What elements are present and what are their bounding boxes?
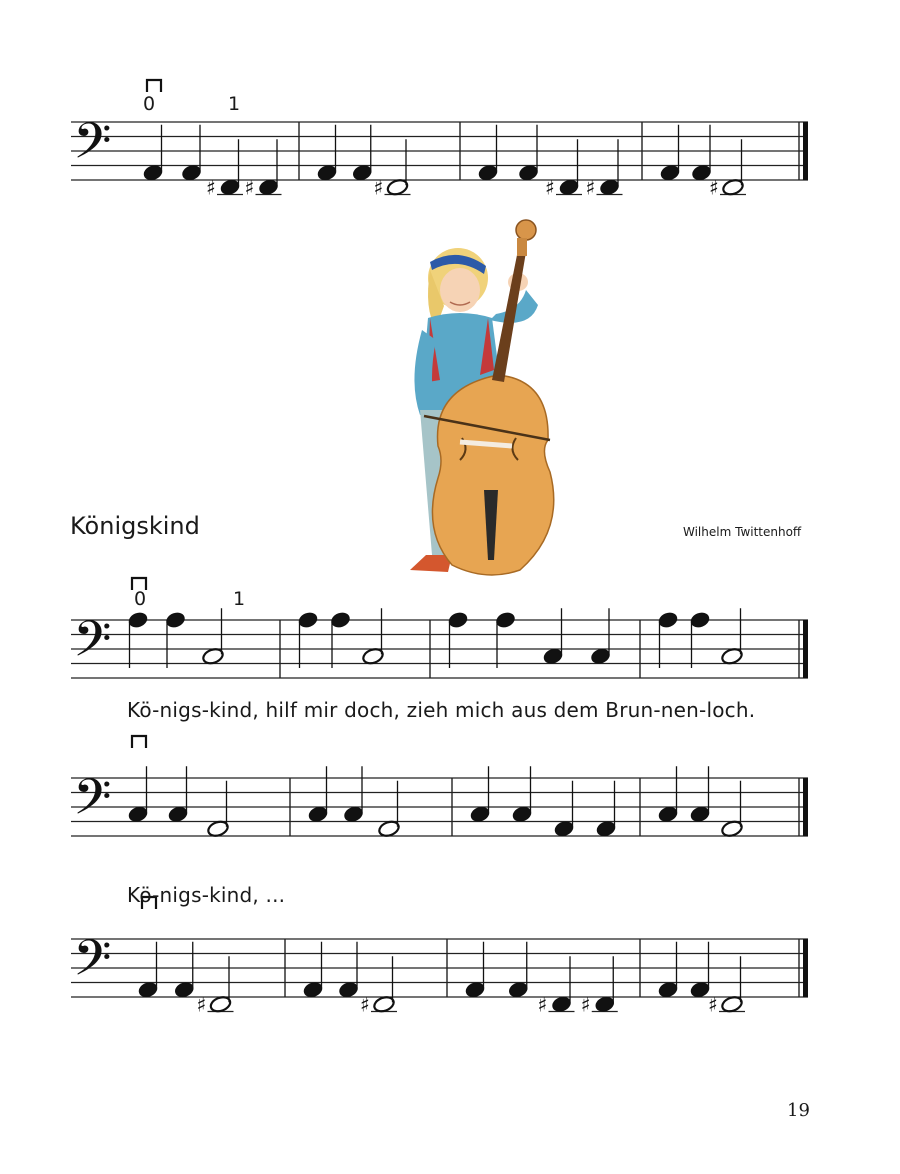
staff-3-quarter-note xyxy=(595,820,616,838)
staff-4-quarter-note xyxy=(464,981,485,999)
staff-4-quarter-note xyxy=(174,981,195,999)
double-bass-player-illustration xyxy=(400,210,570,590)
staff-2-quarter-note xyxy=(590,647,611,665)
staff-1-quarter-note xyxy=(659,164,680,182)
staff-2-quarter-note xyxy=(495,611,516,629)
staff-1-down-bow-icon xyxy=(147,80,161,92)
staff-1-quarter-note xyxy=(181,164,202,182)
staff-3-quarter-note xyxy=(511,805,532,823)
staff-3-quarter-note xyxy=(307,805,328,823)
staff-4-quarter-note xyxy=(657,981,678,999)
staff-3-quarter-note xyxy=(553,820,574,838)
lyrics-line-2: Kö-nigs-kind, ... xyxy=(127,883,286,907)
staff-2-quarter-note xyxy=(657,611,678,629)
staff-3-bass-clef: 𝄢 xyxy=(73,768,112,839)
staff-2-final-thick-bar xyxy=(803,620,808,678)
staff-1-sharp: ♯ xyxy=(244,175,255,200)
staff-3-quarter-note xyxy=(657,805,678,823)
staff-4-quarter-note xyxy=(338,981,359,999)
staff-3-quarter-note xyxy=(167,805,188,823)
staff-4-sharp: ♯ xyxy=(360,992,370,1017)
staff-1-quarter-note xyxy=(219,178,240,196)
staff-1-quarter-note xyxy=(258,178,279,196)
staff-4-sharp: ♯ xyxy=(708,992,718,1017)
staff-4-quarter-note xyxy=(137,981,158,999)
staff-3-quarter-note xyxy=(469,805,490,823)
staff-4-bass-clef: 𝄢 xyxy=(73,929,112,1000)
staff-3-down-bow-icon xyxy=(132,736,146,748)
song-fingering-open-string: 0 xyxy=(134,588,147,610)
staff-4-quarter-note xyxy=(594,995,615,1013)
staff-4-quarter-note xyxy=(508,981,529,999)
staff-4-sharp: ♯ xyxy=(537,992,548,1017)
staff-1-final-thick-bar xyxy=(803,122,808,180)
staff-4-final-thick-bar xyxy=(803,939,808,997)
staff-1-quarter-note xyxy=(518,164,539,182)
staff-1-quarter-note xyxy=(558,178,579,196)
staff-1-sharp: ♯ xyxy=(709,175,719,200)
staff-1-sharp: ♯ xyxy=(206,175,216,200)
fingering-first-finger: 1 xyxy=(228,93,241,115)
staff-1-quarter-note xyxy=(316,164,337,182)
staff-1-bass-clef: 𝄢 xyxy=(73,112,112,183)
piece-title: Königskind xyxy=(70,512,200,540)
staff-2-quarter-note xyxy=(330,611,351,629)
staff-2-quarter-note xyxy=(165,611,186,629)
song-fingering-first-finger: 1 xyxy=(233,588,246,610)
staff-2-quarter-note xyxy=(297,611,318,629)
staff-2-quarter-note xyxy=(689,611,710,629)
staff-1-quarter-note xyxy=(599,178,620,196)
page-number: 19 xyxy=(787,1100,810,1121)
staff-2-bass-clef: 𝄢 xyxy=(73,610,112,681)
staff-3-final-thick-bar xyxy=(803,778,808,836)
staff-3-quarter-note xyxy=(343,805,364,823)
staff-1-quarter-note xyxy=(142,164,163,182)
staff-1-quarter-note xyxy=(477,164,498,182)
staff-1-quarter-note xyxy=(352,164,373,182)
composer-credit: Wilhelm Twittenhoff xyxy=(683,525,802,539)
fingering-open-string: 0 xyxy=(143,93,156,115)
staff-3-quarter-note xyxy=(127,805,148,823)
staff-1-sharp: ♯ xyxy=(545,175,555,200)
staff-4-sharp: ♯ xyxy=(580,992,591,1017)
staff-3-quarter-note xyxy=(689,805,710,823)
staff-4-quarter-note xyxy=(551,995,572,1013)
staff-1-sharp: ♯ xyxy=(373,175,384,200)
staff-4-sharp: ♯ xyxy=(196,992,207,1017)
lyrics-line-1: Kö-nigs-kind, hilf mir doch, zieh mich aus dem Brun-nen-loch. xyxy=(127,698,756,722)
staff-1-sharp: ♯ xyxy=(585,175,596,200)
staff-2-quarter-note xyxy=(127,611,148,629)
staff-4-quarter-note xyxy=(302,981,323,999)
staff-2-quarter-note xyxy=(447,611,468,629)
staff-2-quarter-note xyxy=(542,647,563,665)
